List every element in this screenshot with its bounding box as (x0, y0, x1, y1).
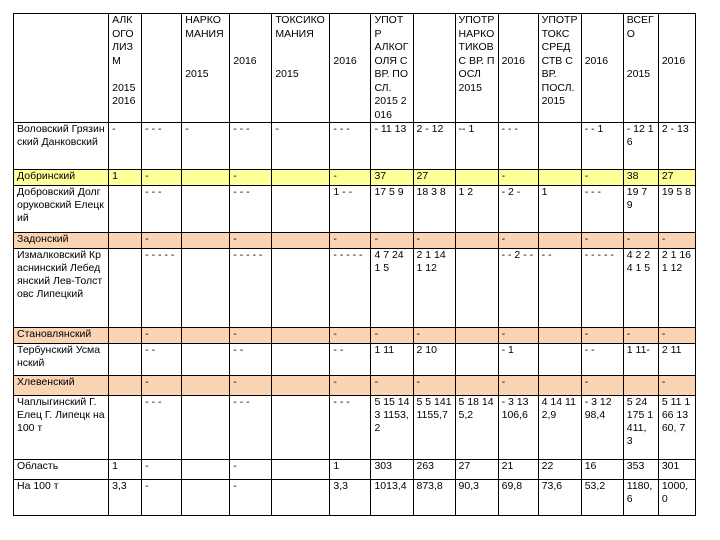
value-cell: 1 (109, 460, 142, 480)
value-cell (272, 396, 330, 460)
value-cell (182, 480, 230, 516)
value-cell: - - - (230, 186, 272, 233)
value-cell: 1000, 0 (658, 480, 695, 516)
value-cell: - - (330, 344, 371, 376)
value-cell: - (498, 376, 538, 396)
value-cell: - (230, 460, 272, 480)
value-cell: - - - - - (230, 249, 272, 328)
value-cell: - - - (498, 123, 538, 170)
value-cell (109, 233, 142, 249)
value-cell: 1 - - (330, 186, 371, 233)
value-cell: 2 - 13 (658, 123, 695, 170)
value-cell: 27 (455, 460, 498, 480)
value-cell: 5 24 175 1411, 3 (623, 396, 658, 460)
value-cell: 22 (538, 460, 581, 480)
value-cell: 2 - 12 (413, 123, 455, 170)
value-cell: - (142, 480, 182, 516)
value-cell (538, 170, 581, 186)
value-cell: - - - (581, 186, 623, 233)
table-row (14, 170, 696, 186)
value-cell: - - - (230, 396, 272, 460)
value-cell: - (498, 328, 538, 344)
value-cell: - - - (230, 123, 272, 170)
value-cell (182, 170, 230, 186)
value-cell: 27 (658, 170, 695, 186)
statistics-table (13, 13, 696, 516)
value-cell (272, 460, 330, 480)
column-header: 2016 (581, 14, 623, 123)
value-cell: 303 (371, 460, 413, 480)
value-cell: 2 11 (658, 344, 695, 376)
district-name-cell: Становлянский (14, 328, 109, 344)
value-cell (538, 123, 581, 170)
value-cell: 38 (623, 170, 658, 186)
value-cell (182, 396, 230, 460)
value-cell: 4 7 24 1 5 (371, 249, 413, 328)
column-header: 2016 (498, 14, 538, 123)
value-cell: - - - (142, 186, 182, 233)
value-cell: - - (581, 344, 623, 376)
value-cell: 1 11- (623, 344, 658, 376)
value-cell: 18 3 8 (413, 186, 455, 233)
value-cell (455, 376, 498, 396)
column-header: ВСЕГО 2015 (623, 14, 658, 123)
table-row (14, 480, 696, 516)
column-header: НАРКОМАНИЯ 2015 (182, 14, 230, 123)
value-cell: - (142, 170, 182, 186)
value-cell: - (413, 376, 455, 396)
value-cell: - (230, 170, 272, 186)
value-cell (109, 328, 142, 344)
value-cell: - - - - - (581, 249, 623, 328)
value-cell: - (581, 170, 623, 186)
value-cell: - 3 12 98,4 (581, 396, 623, 460)
value-cell: 4 14 112,9 (538, 396, 581, 460)
value-cell: - (623, 328, 658, 344)
value-cell: 301 (658, 460, 695, 480)
value-cell (182, 186, 230, 233)
value-cell: 1 2 (455, 186, 498, 233)
value-cell (272, 249, 330, 328)
district-name-cell: Добровский Долгоруковский Елецкий (14, 186, 109, 233)
value-cell (272, 344, 330, 376)
value-cell (109, 186, 142, 233)
value-cell: 4 2 24 1 5 (623, 249, 658, 328)
value-cell (272, 233, 330, 249)
value-cell: 16 (581, 460, 623, 480)
value-cell: 2 1 16 1 12 (658, 249, 695, 328)
value-cell (272, 480, 330, 516)
value-cell (455, 249, 498, 328)
value-cell (538, 328, 581, 344)
table-row (14, 396, 696, 460)
value-cell: -- 1 (455, 123, 498, 170)
value-cell: - (230, 328, 272, 344)
value-cell: - (413, 233, 455, 249)
column-header: УПОТР НАРКОТИКОВ С ВР. ПОСЛ 2015 (455, 14, 498, 123)
value-cell: - (109, 123, 142, 170)
column-header: ТОКСИКОМАНИЯ 2015 (272, 14, 330, 123)
value-cell: - 3 13 106,6 (498, 396, 538, 460)
value-cell: - (142, 376, 182, 396)
value-cell (109, 344, 142, 376)
value-cell (538, 233, 581, 249)
value-cell: - (230, 376, 272, 396)
column-header: 2016 (330, 14, 371, 123)
value-cell: - (371, 376, 413, 396)
value-cell (109, 376, 142, 396)
value-cell: 263 (413, 460, 455, 480)
header-row (14, 14, 696, 123)
value-cell: - (498, 233, 538, 249)
value-cell: - (623, 233, 658, 249)
value-cell (272, 186, 330, 233)
value-cell: - - - - - (142, 249, 182, 328)
value-cell: - (581, 376, 623, 396)
value-cell (272, 170, 330, 186)
value-cell: - - - (142, 396, 182, 460)
value-cell: - (498, 170, 538, 186)
value-cell: 1180, 6 (623, 480, 658, 516)
value-cell: - (581, 328, 623, 344)
value-cell (455, 328, 498, 344)
value-cell (538, 376, 581, 396)
value-cell: 353 (623, 460, 658, 480)
column-header: 2016 (658, 14, 695, 123)
value-cell: - (142, 328, 182, 344)
column-header (142, 14, 182, 123)
value-cell: - (182, 123, 230, 170)
column-header: УПОТР ТОКС СРЕДСТВ С ВР. ПОСЛ. 2015 (538, 14, 581, 123)
value-cell: 69,8 (498, 480, 538, 516)
value-cell: 5 15 143 1153,2 (371, 396, 413, 460)
value-cell (272, 376, 330, 396)
value-cell: 1 11 (371, 344, 413, 376)
value-cell: - - (230, 344, 272, 376)
value-cell: - (658, 233, 695, 249)
value-cell: - (581, 233, 623, 249)
value-cell: - - - - - (330, 249, 371, 328)
value-cell: 19 5 8 (658, 186, 695, 233)
value-cell: - - 1 (581, 123, 623, 170)
value-cell: - (142, 460, 182, 480)
value-cell: 21 (498, 460, 538, 480)
column-header: АЛКОГОЛИЗ М 2015 2016 (109, 14, 142, 123)
value-cell: 37 (371, 170, 413, 186)
value-cell: 5 5 141 1155,7 (413, 396, 455, 460)
value-cell: 2 1 14 1 12 (413, 249, 455, 328)
value-cell: 3,3 (109, 480, 142, 516)
value-cell (109, 249, 142, 328)
table-row (14, 344, 696, 376)
district-name-cell: На 100 т (14, 480, 109, 516)
value-cell: - 1 (498, 344, 538, 376)
value-cell: - 2 - (498, 186, 538, 233)
table-row (14, 376, 696, 396)
value-cell (182, 328, 230, 344)
value-cell: 19 7 9 (623, 186, 658, 233)
table-row (14, 186, 696, 233)
table-row (14, 460, 696, 480)
value-cell: - - - (330, 123, 371, 170)
value-cell: 2 10 (413, 344, 455, 376)
value-cell: - (330, 376, 371, 396)
value-cell (182, 376, 230, 396)
value-cell (538, 344, 581, 376)
table-row (14, 328, 696, 344)
value-cell (182, 249, 230, 328)
value-cell: - (330, 170, 371, 186)
value-cell: 17 5 9 (371, 186, 413, 233)
district-name-cell: Чаплыгинский Г. Елец Г. Липецк на 100 т (14, 396, 109, 460)
value-cell: 3,3 (330, 480, 371, 516)
district-name-cell: Измалковский Краснинский Лебедянский Лев-Толстовс Липецкий (14, 249, 109, 328)
value-cell: 90,3 (455, 480, 498, 516)
district-name-cell: Воловский Грязинский Данковский (14, 123, 109, 170)
district-name-cell: Тербунский Усманский (14, 344, 109, 376)
value-cell: 873,8 (413, 480, 455, 516)
value-cell: - (142, 233, 182, 249)
value-cell: 1 (330, 460, 371, 480)
value-cell: 27 (413, 170, 455, 186)
column-header: УПОТР АЛКОГОЛЯ С ВР. ПОСЛ. 2015 2016 (371, 14, 413, 123)
value-cell: 1013,4 (371, 480, 413, 516)
value-cell (182, 344, 230, 376)
column-header (413, 14, 455, 123)
value-cell: - (330, 233, 371, 249)
district-name-cell: Задонский (14, 233, 109, 249)
value-cell: - (230, 480, 272, 516)
district-name-cell: Хлевенский (14, 376, 109, 396)
value-cell (182, 460, 230, 480)
value-cell: - (230, 233, 272, 249)
value-cell (182, 233, 230, 249)
value-cell: - (658, 376, 695, 396)
value-cell: - 12 16 (623, 123, 658, 170)
value-cell: - - 2 - - (498, 249, 538, 328)
value-cell (623, 376, 658, 396)
table-row (14, 233, 696, 249)
value-cell (272, 328, 330, 344)
value-cell: - (413, 328, 455, 344)
value-cell (455, 344, 498, 376)
column-header: 2016 (230, 14, 272, 123)
table-row (14, 123, 696, 170)
value-cell (455, 233, 498, 249)
value-cell: - - - (330, 396, 371, 460)
value-cell: 1 (109, 170, 142, 186)
value-cell: - - (142, 344, 182, 376)
value-cell: 53,2 (581, 480, 623, 516)
district-name-cell: Область (14, 460, 109, 480)
value-cell: 1 (538, 186, 581, 233)
value-cell: - 11 13 (371, 123, 413, 170)
value-cell (109, 396, 142, 460)
district-name-cell: Добринский (14, 170, 109, 186)
value-cell: 73,6 (538, 480, 581, 516)
value-cell: - - - (142, 123, 182, 170)
value-cell: - (272, 123, 330, 170)
value-cell: - - (538, 249, 581, 328)
table-row (14, 249, 696, 328)
value-cell: 5 18 145,2 (455, 396, 498, 460)
value-cell: - (330, 328, 371, 344)
header-corner (14, 14, 109, 123)
value-cell: - (371, 328, 413, 344)
value-cell: 5 11 166 1360, 7 (658, 396, 695, 460)
value-cell (455, 170, 498, 186)
value-cell: - (371, 233, 413, 249)
value-cell: - (658, 328, 695, 344)
